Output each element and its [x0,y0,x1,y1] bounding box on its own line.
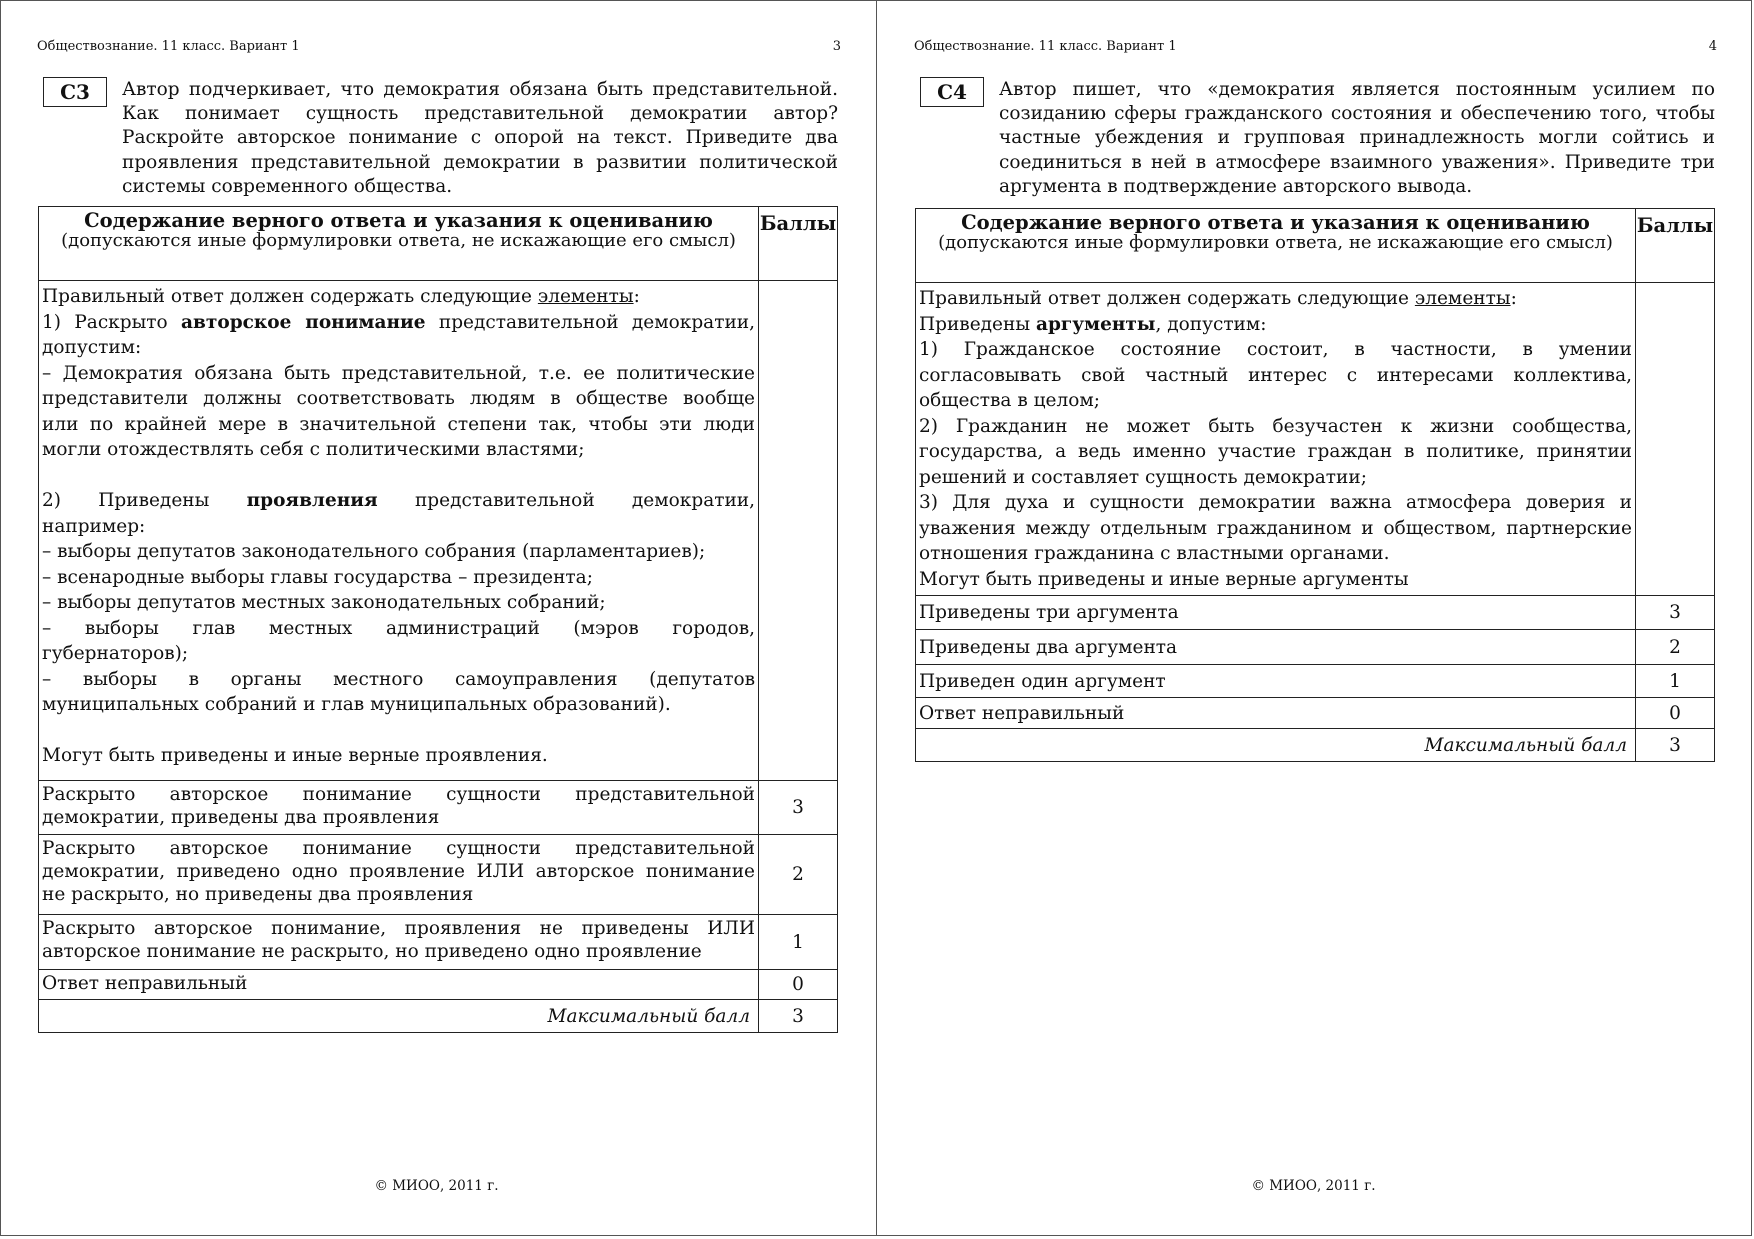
answer-line: – Демократия обязана быть представительной, т.е. ее политические [42,362,755,384]
criterion-text: Раскрыто авторское понимание, проявления не приведены ИЛИ авторское понимание не раскрыто, но приведено одно проявление [39,915,759,970]
answer-intro: Правильный ответ должен содержать следующие элементы: [42,286,640,307]
question-line: аргумента в подтверждение авторского вывода. [999,175,1473,197]
question-line: соединиться в ней в атмосфере взаимного уважения». Приведите три [999,151,1715,173]
argument-line: согласовывать свой частный интерес с интересами коллектива, [919,364,1632,386]
question-text [999,78,1715,199]
criterion-row [916,630,1715,665]
criterion-score: 3 [1636,596,1715,630]
page-number: 4 [1708,39,1717,54]
table-header-content [39,207,759,281]
criterion-text: Приведен один аргумент [916,665,1636,698]
answer-intro: Правильный ответ должен содержать следующие элементы: [919,288,1517,309]
answer-line: или по крайней мере в значительной степени так, чтобы эти люди [42,413,755,435]
criterion-score: 1 [759,915,838,970]
question-line: частные убеждения и групповая принадлежность могли сойтись и [999,127,1715,149]
answer-line: – выборы депутатов законодательного собрания (парламентариев); [42,541,706,562]
argument-line: общества в целом; [919,390,1100,411]
elements-link: элементы [1414,288,1511,309]
question-line: Как понимает сущность представительной демократии автор? [122,103,838,125]
criterion-text: Приведены три аргумента [916,596,1636,630]
criterion-score: 3 [759,781,838,835]
argument-line: 1) Гражданское состояние состоит, в частности, в умении [919,339,1632,360]
answer-line: – всенародные выборы главы государства – президента; [42,566,593,588]
criterion-text: Раскрыто авторское понимание сущности представительной демократии, приведены два проявления [39,781,759,835]
page-number: 3 [832,39,841,54]
criterion-score: 0 [759,970,838,1000]
answer-body-row [39,281,838,781]
max-score-row [916,729,1715,762]
question-text [122,78,838,199]
scoring-table [915,208,1715,762]
table-header-title: Содержание верного ответа и указания к оцениванию [961,211,1590,234]
table-header-row [916,209,1715,283]
criterion-row [916,698,1715,729]
criterion-row [39,835,838,915]
scoring-table [38,206,838,1033]
argument-line: государства, а ведь именно участие граждан в политике, принятии [919,441,1632,462]
criterion-text: Приведены два аргумента [916,630,1636,665]
answer-body-score [1636,283,1715,596]
criterion-text: Ответ неправильный [39,970,759,1000]
answer-body [916,283,1636,596]
answer-body-row [916,283,1715,596]
page-footer: © МИОО, 2011 г. [374,1178,499,1194]
criterion-score: 1 [1636,665,1715,698]
answer-line: муниципальных собраний и глав муниципальных образований). [42,694,671,715]
max-score-label: Максимальный балл [916,729,1636,762]
criterion-score: 2 [759,835,838,915]
elements-link: элементы [537,286,634,307]
argument-line: отношения гражданина с властными органами. [919,543,1390,564]
question-line: проявления представительной демократии в развитии политической [122,151,838,173]
answer-line: – выборы в органы местного самоуправления (депутатов [42,668,755,690]
answer-body-score [759,281,838,781]
criterion-text: Ответ неправильный [916,698,1636,729]
answer-line: губернаторов); [42,643,189,664]
running-header: Обществознание. 11 класс. Вариант 1 [37,39,300,54]
argument-line: 2) Гражданин не может быть безучастен к жизни сообщества, [919,415,1632,437]
question-line: созиданию сферы гражданского состояния и обеспечению того, чтобы [999,103,1715,125]
argument-line: уважения между отдельным гражданином и обществом, партнерские [919,517,1632,539]
max-score-value: 3 [1636,729,1715,762]
question-id-box: С4 [920,77,984,107]
table-header-title: Содержание верного ответа и указания к оцениванию [84,209,713,232]
answer-line: могли отождествлять себя с политическими властями; [42,439,585,460]
criterion-row [916,596,1715,630]
answer-line: допустим: [42,337,142,358]
answer-line: представители должны соответствовать людям в обществе вообще [42,388,755,409]
question-id-box: С3 [43,77,107,107]
max-score-label: Максимальный балл [39,1000,759,1033]
question-line: Автор пишет, что «демократия является постоянным усилием по [999,79,1715,100]
criterion-row [39,915,838,970]
table-header-subtitle: (допускаются иные формулировки ответа, не искажающие его смысл) [61,230,736,251]
table-header-subtitle: (допускаются иные формулировки ответа, не искажающие его смысл) [938,232,1613,253]
running-header: Обществознание. 11 класс. Вариант 1 [914,39,1177,54]
answer-item-1: 1) Раскрыто авторское понимание представительной демократии, [42,311,755,333]
criterion-row [39,781,838,835]
table-header-row [39,207,838,281]
argument-line: 3) Для духа и сущности демократии важна атмосфера доверия и [919,492,1632,513]
question-line: Раскройте авторское понимание с опорой на текст. Приведите два [122,127,838,149]
table-header-score: Баллы [759,207,838,281]
criterion-score: 2 [1636,630,1715,665]
max-score-value: 3 [759,1000,838,1033]
answer-closing: Могут быть приведены и иные верные проявления. [42,745,548,766]
answer-line: – выборы депутатов местных законодательных собраний; [42,592,606,613]
max-score-row [39,1000,838,1033]
criterion-score: 0 [1636,698,1715,729]
page-right [877,0,1754,1236]
question-line: системы современного общества. [122,175,453,197]
criterion-text: Раскрыто авторское понимание сущности представительной демократии, приведено одно проявление ИЛИ авторское понимание не раскрыто, но приведены два проявления [39,835,759,915]
answer-args-intro: Приведены аргументы, допустим: [919,313,1267,335]
answer-line: – выборы глав местных администраций (мэров городов, [42,617,755,639]
argument-line: решений и составляет сущность демократии; [919,466,1367,488]
answer-closing: Могут быть приведены и иные верные аргументы [919,568,1409,590]
criterion-row [916,665,1715,698]
criterion-row [39,970,838,1000]
page-left [0,0,877,1236]
answer-item-2: 2) Приведены проявления представительной демократии, [42,490,755,511]
table-header-content [916,209,1636,283]
page-footer: © МИОО, 2011 г. [1251,1178,1376,1194]
answer-body [39,281,759,781]
answer-line: например: [42,515,146,537]
table-header-score: Баллы [1636,209,1715,283]
question-line: Автор подчеркивает, что демократия обязана быть представительной. [122,79,838,100]
